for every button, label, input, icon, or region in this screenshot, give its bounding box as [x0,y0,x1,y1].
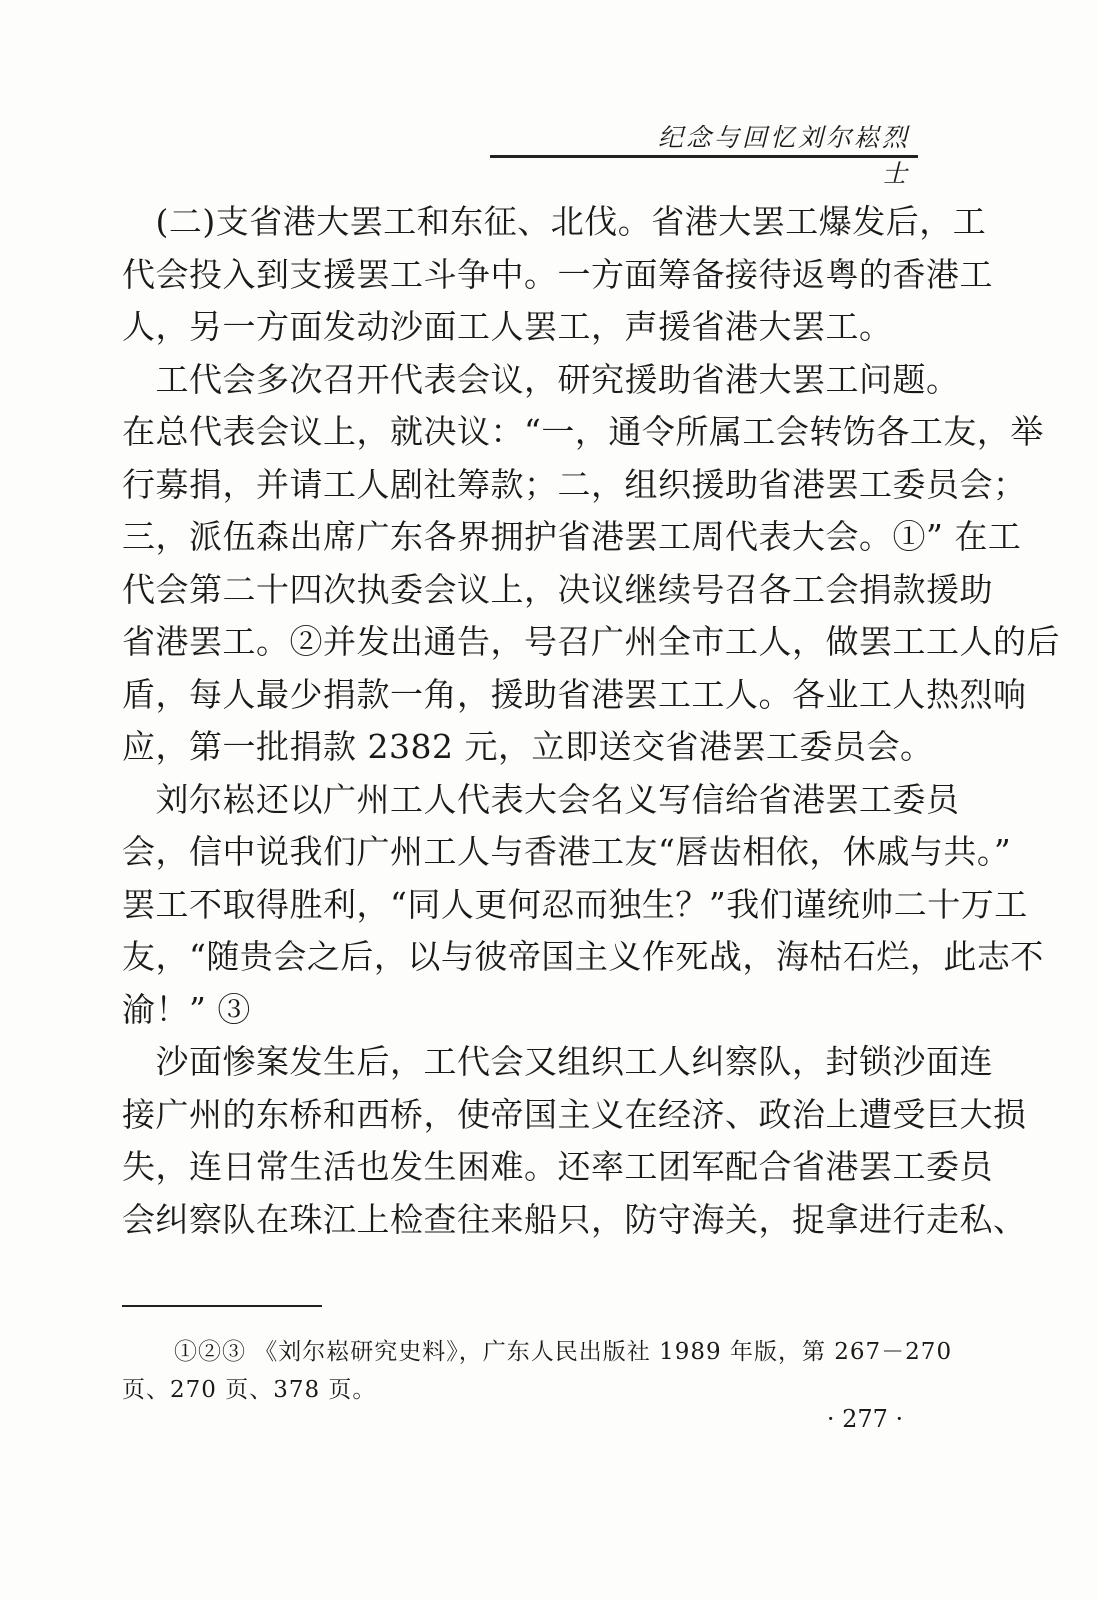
text-line: 罢工不取得胜利，“同人更何忍而独生？”我们谨统帅二十万工 [122,884,1028,924]
text-line: 工代会多次召开代表会议，研究援助省港大罢工问题。 [122,359,960,399]
text-line: 沙面惨案发生后，工代会又组织工人纠察队，封锁沙面连 [122,1042,993,1081]
footnote-rule [122,1305,322,1307]
body-text [122,196,1060,1246]
text-line: 应，第一批捐款 2382 元，立即送交省港罢工委员会。 [122,727,934,766]
text-line: 渝！” ③ [122,989,251,1029]
text-line: 在总代表会议上，就决议：“一，通令所属工会转饬各工友，举 [122,412,1044,451]
text-line: 省港罢工。②并发出通告，号召广州全市工人，做罢工工人的后 [122,622,1060,661]
text-line: 三，派伍森出席广东各界拥护省港罢工周代表大会。①” 在工 [122,517,1022,556]
text-line: 代会投入到支援罢工斗争中。一方面筹备接待返粤的香港工 [122,254,993,294]
text-line: 接广州的东桥和西桥，使帝国主义在经济、政治上遭受巨大损 [122,1094,1027,1134]
header-rule [490,155,918,158]
text-line: 友，“随贵会之后，以与彼帝国主义作死战，海枯石烂，此志不 [122,937,1044,976]
text-line: 代会第二十四次执委会议上，决议继续号召各工会捐款援助 [122,569,993,609]
text-line: 会，信中说我们广州工人与香港工友“唇齿相依，休戚与共。” [122,832,1012,871]
text-line: 人，另一方面发动沙面工人罢工，声援省港大罢工。 [122,307,893,346]
text-line: 盾，每人最少捐款一角，援助省港罢工工人。各业工人热烈响 [122,674,1027,714]
page-number: · 277 · [826,1405,904,1433]
footnote [122,1333,953,1409]
footnote-line: ①②③ 《刘尔崧研究史料》，广东人民出版社 1989 年版，第 267－270 [174,1339,953,1365]
text-line: 刘尔崧还以广州工人代表大会名义写信给省港罢工委员 [122,779,960,819]
text-line: 会纠察队在珠江上检查往来船只，防守海关，捉拿进行走私、 [122,1199,1027,1239]
text-line: (二)支省港大罢工和东征、北伐。省港大罢工爆发后，工 [122,202,987,241]
footnote-line: 页、270 页、378 页。 [122,1377,377,1403]
text-line: 失，连日常生活也发生困难。还率工团军配合省港罢工委员 [122,1147,993,1186]
text-line: 行募捐，并请工人剧社筹款；二，组织援助省港罢工委员会； [122,464,1027,504]
running-header: 纪念与回忆刘尔崧烈士 [657,123,910,188]
